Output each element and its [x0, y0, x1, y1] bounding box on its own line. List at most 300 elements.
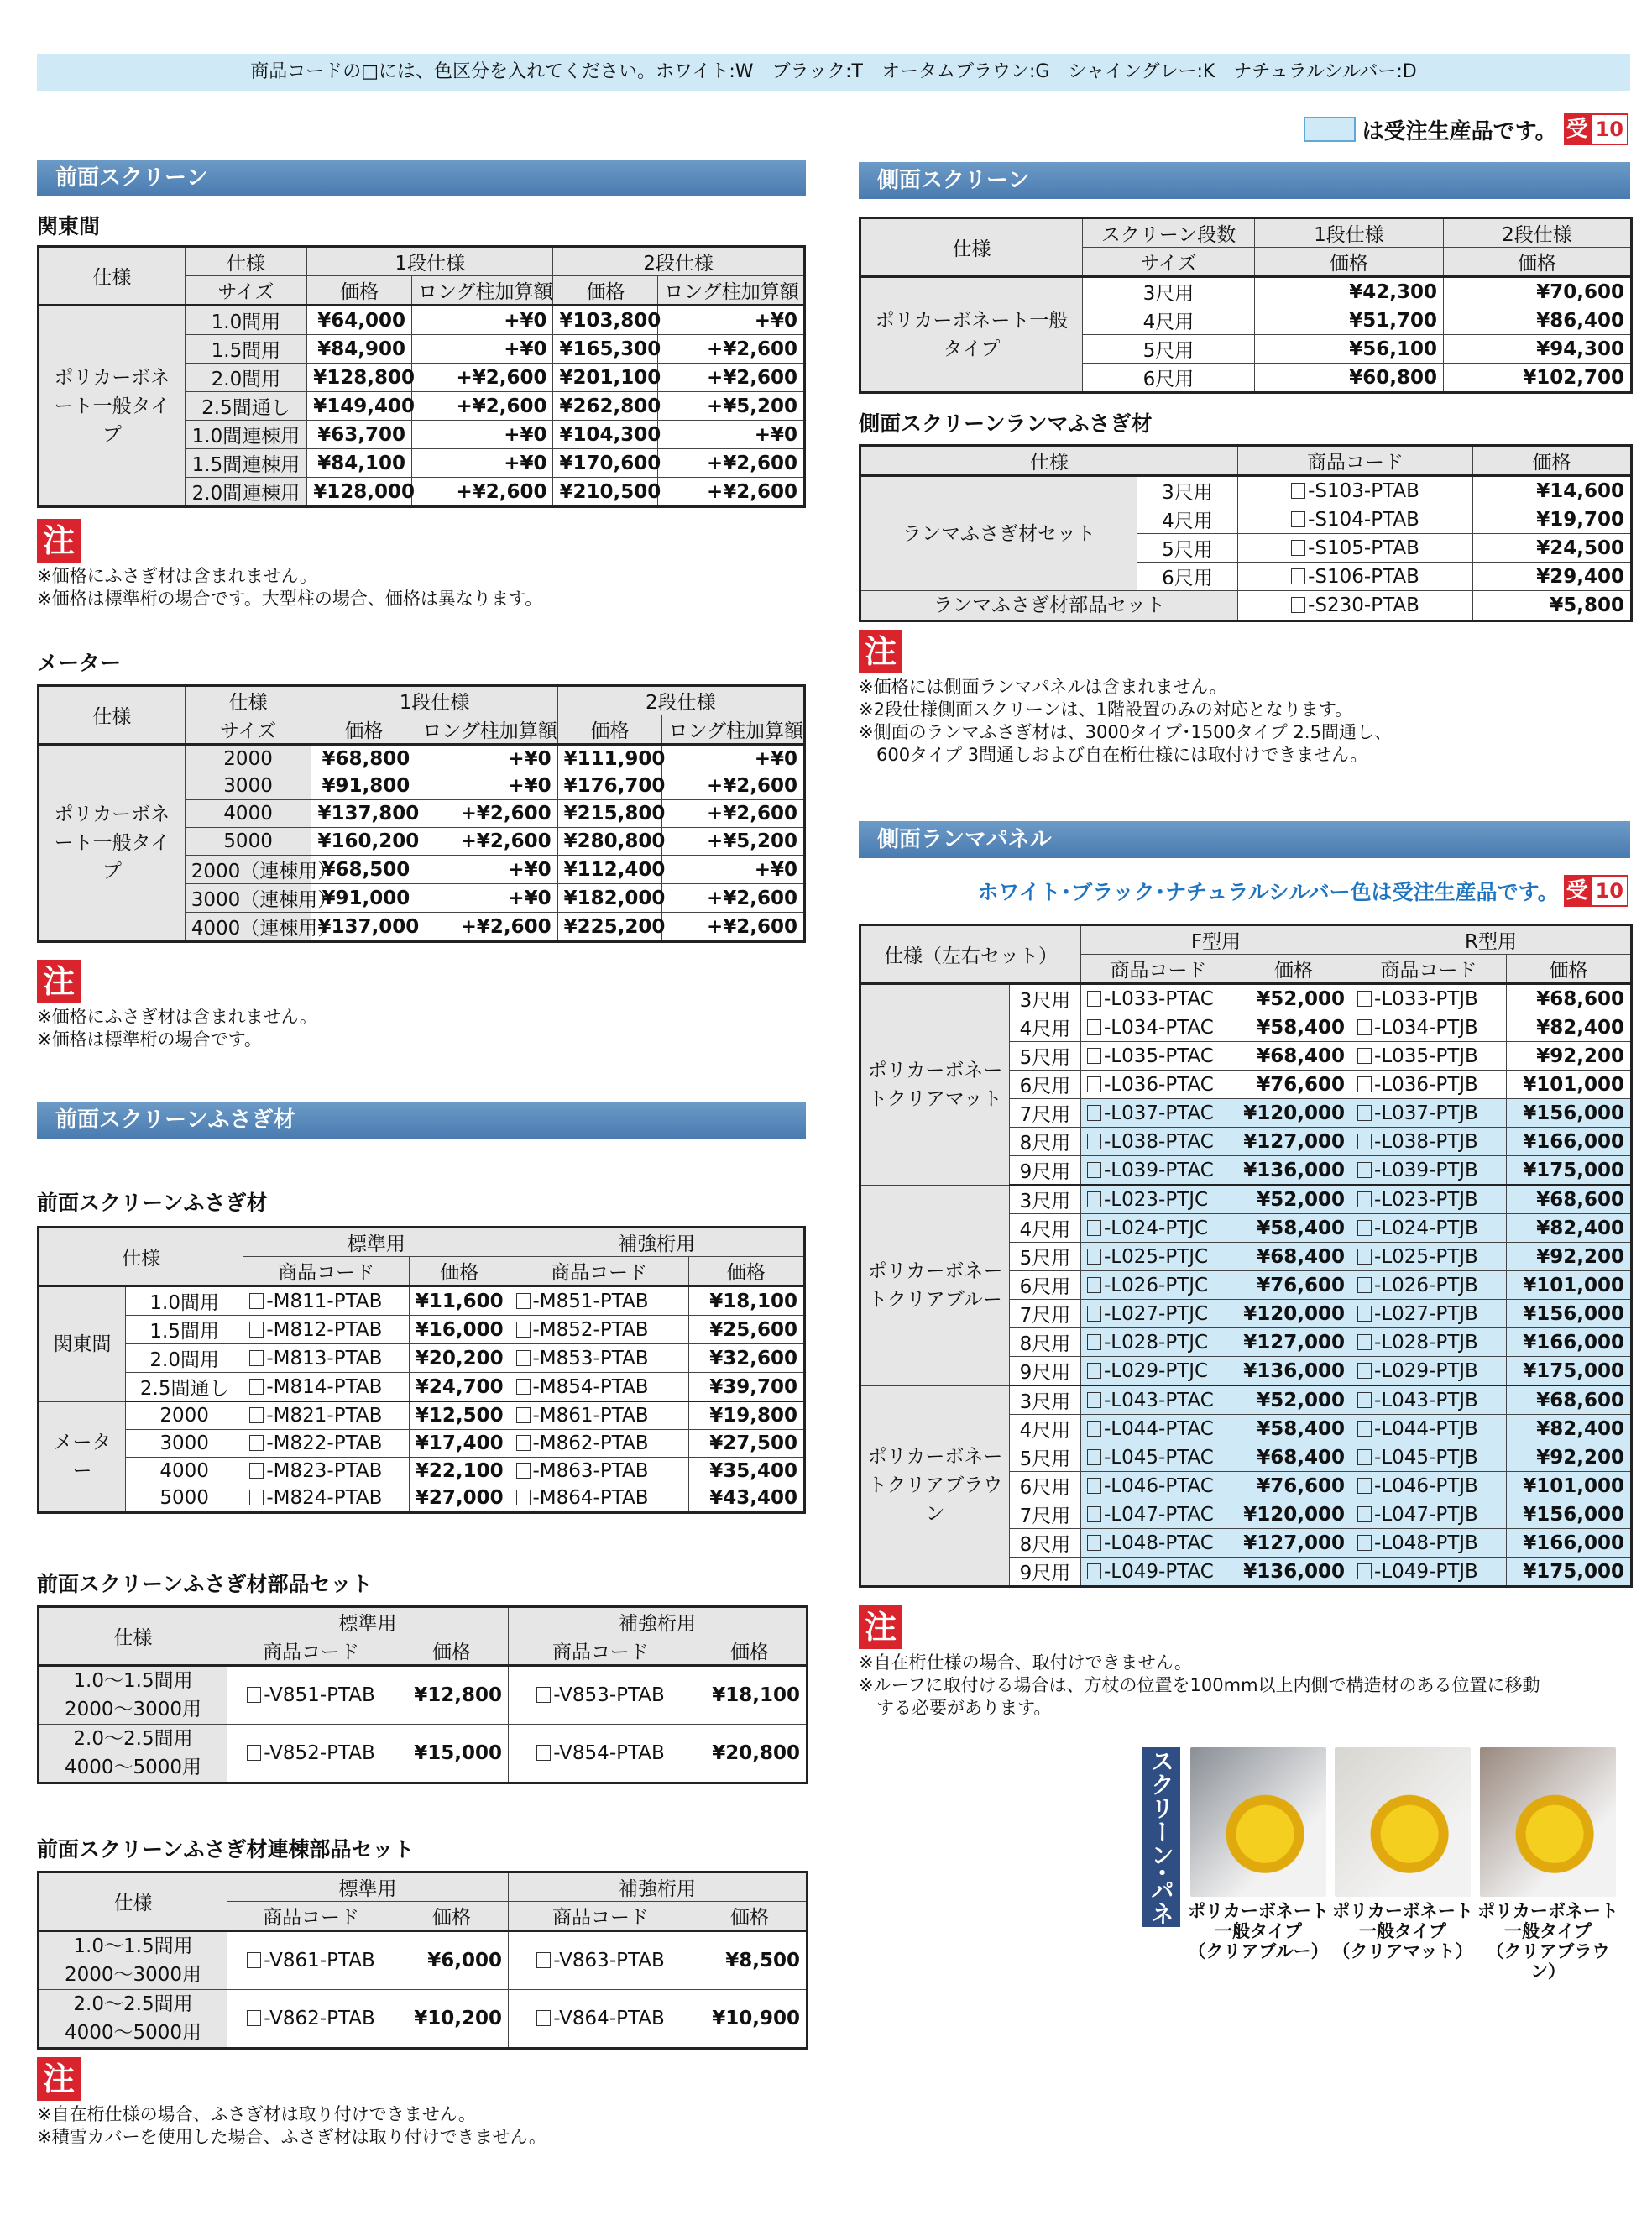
panel-notes: [859, 1652, 1540, 1720]
color-code-box-icon: [516, 1319, 533, 1341]
table-row: [39, 745, 805, 772]
table-cell: 3尺用: [1083, 277, 1255, 306]
table-cell: 価格: [1255, 248, 1444, 277]
order-badge: 受 10: [1564, 875, 1628, 907]
table-cell: ¥20,200: [409, 1344, 510, 1373]
color-code-box-icon: [516, 1405, 533, 1427]
table-cell: 価格: [311, 715, 416, 745]
color-code-box-icon: [1087, 1475, 1104, 1497]
order-legend: [1304, 113, 1628, 146]
table-cell: ¥149,400: [307, 392, 412, 421]
color-code-box-icon: [1087, 1017, 1104, 1039]
table-cell: スクリーン段数: [1083, 218, 1255, 248]
table-cell: 2段仕様: [557, 686, 804, 715]
table-cell: ¥160,200: [311, 828, 416, 856]
color-code-box-icon: [1357, 1160, 1374, 1181]
table-cell: +¥2,600: [658, 449, 805, 478]
table-cell: ¥136,000: [1236, 1558, 1351, 1587]
color-code-box-icon: [1357, 1017, 1374, 1039]
color-code-box-icon: [1291, 594, 1308, 616]
color-code-box-icon: [247, 1684, 264, 1706]
color-code-notice: 商品コードの□には、色区分を入れてください。ホワイト:W ブラック:T オータムブラウン:G シャイングレー:K ナチュラルシルバー:D: [37, 54, 1630, 91]
table-cell: 標準用: [227, 1872, 509, 1902]
table-cell: -L043-PTAC: [1081, 1385, 1236, 1415]
table-cell: 価格: [409, 1257, 510, 1286]
table-cell: -M814-PTAB: [243, 1373, 410, 1402]
fusagi-set-label: 前面スクリーンふさぎ材部品セット: [37, 1572, 373, 1596]
table-cell: 仕様（左右セット）: [860, 925, 1081, 984]
table-cell: -L035-PTAC: [1081, 1042, 1236, 1071]
table-cell: -V853-PTAB: [509, 1666, 693, 1725]
note-mark: 注: [37, 519, 81, 563]
table-cell: 価格: [553, 276, 658, 306]
caption-line: 一般タイプ: [1215, 1921, 1302, 1941]
table-cell: -L024-PTJC: [1081, 1214, 1236, 1243]
table-cell: 3000（連棟用）: [185, 884, 311, 913]
table-cell: 仕様: [39, 247, 186, 306]
table-cell: -L029-PTJB: [1351, 1357, 1507, 1386]
table-cell: 商品コード: [227, 1636, 395, 1666]
caption-line: ポリカーボネート: [1477, 1901, 1618, 1921]
table-cell: 補強桁用: [509, 1607, 808, 1636]
table-cell: +¥0: [416, 884, 557, 913]
table-cell: -M851-PTAB: [510, 1286, 688, 1316]
table-cell: -L039-PTJB: [1351, 1156, 1507, 1186]
panel-group-cell: ポリカーボネートクリアブラウン: [860, 1385, 1010, 1587]
panel-order-text: ホワイト･ブラック･ナチュラルシルバー色は受注生産品です。: [977, 880, 1559, 904]
table-cell: 5尺用: [1010, 1443, 1081, 1472]
table-row: [39, 1316, 805, 1344]
table-cell: 2000（連棟用）: [185, 856, 311, 884]
table-cell: ¥58,400: [1236, 1415, 1351, 1443]
table-cell: ¥68,600: [1507, 1385, 1632, 1415]
table-cell: 仕様: [185, 247, 307, 276]
color-code-box-icon: [1357, 1074, 1374, 1096]
color-code-box-icon: [1087, 1074, 1104, 1096]
table-cell: 9尺用: [1010, 1156, 1081, 1186]
table-cell: -S103-PTAB: [1238, 476, 1473, 505]
table-cell: ¥43,400: [688, 1485, 804, 1512]
table-cell: -L025-PTJB: [1351, 1243, 1507, 1271]
table-cell: -L037-PTAC: [1081, 1099, 1236, 1128]
table-cell: ¥39,700: [688, 1373, 804, 1402]
table-cell: ¥76,600: [1236, 1271, 1351, 1300]
table-cell: 4尺用: [1010, 1214, 1081, 1243]
color-code-box-icon: [536, 2008, 553, 2029]
table-cell: 価格: [395, 1902, 509, 1931]
table-cell: ¥56,100: [1255, 335, 1444, 364]
table-cell: 価格: [307, 276, 412, 306]
spec-line: 1.0～1.5間用: [73, 1670, 193, 1692]
front-meter-table: [37, 684, 806, 943]
table-cell: 8尺用: [1010, 1328, 1081, 1357]
table-cell: 8尺用: [1010, 1529, 1081, 1558]
table-cell: ¥14,600: [1473, 476, 1632, 505]
color-code-box-icon: [249, 1405, 266, 1427]
table-row: [39, 306, 805, 335]
table-cell: ¥68,800: [311, 745, 416, 772]
spec-line: 2.0～2.5間用: [73, 1993, 193, 2015]
table-cell: 2.0間連棟用: [185, 478, 307, 507]
table-cell: 8尺用: [1010, 1128, 1081, 1156]
color-code-box-icon: [1357, 988, 1374, 1010]
caption-line: （クリアブルー）: [1188, 1941, 1329, 1961]
table-cell: 標準用: [227, 1607, 509, 1636]
table-cell: 1.0間連棟用: [185, 421, 307, 449]
table-cell: 商品コード: [227, 1902, 395, 1931]
table-cell: ポリカーボネート一般タイプ: [39, 745, 186, 942]
table-cell: ¥82,400: [1507, 1214, 1632, 1243]
table-cell: ¥52,000: [1236, 1185, 1351, 1214]
table-cell: +¥0: [412, 421, 553, 449]
note-line: ※価格は標準桁の場合です。: [37, 1029, 262, 1050]
table-row: [860, 984, 1632, 1013]
table-cell: 商品コード: [1081, 955, 1236, 984]
front-screen-band: 前面スクリーン: [37, 160, 806, 196]
color-code-box-icon: [1357, 1390, 1374, 1411]
table-cell: ランマふさぎ材セット: [860, 476, 1137, 591]
table-cell: 6尺用: [1137, 563, 1238, 591]
caption-line: 一般タイプ: [1359, 1921, 1446, 1941]
color-code-box-icon: [1087, 1189, 1104, 1211]
table-cell: ¥137,000: [311, 913, 416, 942]
color-code-box-icon: [1087, 1390, 1104, 1411]
table-cell: ¥68,600: [1507, 1185, 1632, 1214]
table-cell: メーター: [39, 1401, 126, 1512]
table-cell: 2.0間用: [185, 364, 307, 392]
table-cell: ¥12,500: [409, 1401, 510, 1429]
table-cell: -L044-PTJB: [1351, 1415, 1507, 1443]
table-cell: 6尺用: [1083, 364, 1255, 393]
table-row: [39, 1931, 808, 1990]
table-cell: 価格: [1444, 248, 1632, 277]
table-cell: -L027-PTJB: [1351, 1300, 1507, 1328]
table-cell: ¥76,600: [1236, 1071, 1351, 1099]
order-swatch: [1304, 117, 1356, 142]
table-cell: +¥2,600: [658, 335, 805, 364]
table-cell: ¥18,100: [693, 1666, 808, 1725]
color-code-box-icon: [1087, 1045, 1104, 1067]
kanto-label: 関東間: [37, 214, 101, 238]
table-cell: -L038-PTJB: [1351, 1128, 1507, 1156]
table-cell: 1段仕様: [311, 686, 557, 715]
table-cell: +¥0: [416, 745, 557, 772]
table-cell: ¥175,000: [1507, 1357, 1632, 1386]
table-cell: ¥170,600: [553, 449, 658, 478]
note-mark: 注: [37, 2057, 81, 2101]
table-cell: ¥120,000: [1236, 1300, 1351, 1328]
table-cell: -M824-PTAB: [243, 1485, 410, 1512]
table-cell: -L036-PTJB: [1351, 1071, 1507, 1099]
color-code-box-icon: [516, 1432, 533, 1454]
table-cell: +¥2,600: [412, 478, 553, 507]
table-cell: 仕様: [39, 1872, 227, 1931]
color-code-box-icon: [249, 1460, 266, 1482]
table-cell: +¥0: [658, 306, 805, 335]
table-cell: ¥76,600: [1236, 1472, 1351, 1500]
table-row: [39, 1607, 808, 1636]
table-cell: ¥92,200: [1507, 1243, 1632, 1271]
color-code-box-icon: [536, 1684, 553, 1706]
table-cell: 補強桁用: [509, 1872, 808, 1902]
table-cell: -L038-PTAC: [1081, 1128, 1236, 1156]
table-cell: ¥104,300: [553, 421, 658, 449]
table-cell: -L047-PTAC: [1081, 1500, 1236, 1529]
table-row: [39, 1373, 805, 1402]
table-cell: 6尺用: [1010, 1271, 1081, 1300]
table-cell: ¥12,800: [395, 1666, 509, 1725]
table-cell: ¥52,000: [1236, 1385, 1351, 1415]
table-row: [39, 1872, 808, 1902]
color-code-box-icon: [1357, 1332, 1374, 1354]
table-cell: -L049-PTAC: [1081, 1558, 1236, 1587]
table-cell: -L046-PTJB: [1351, 1472, 1507, 1500]
table-cell: ¥19,700: [1473, 505, 1632, 534]
table-cell: ¥103,800: [553, 306, 658, 335]
color-code-box-icon: [247, 1950, 264, 1972]
color-code-box-icon: [1357, 1246, 1374, 1268]
table-cell: -L047-PTJB: [1351, 1500, 1507, 1529]
table-cell: 価格: [1507, 955, 1632, 984]
table-cell: -M812-PTAB: [243, 1316, 410, 1344]
table-cell: ¥18,100: [688, 1286, 804, 1316]
table-row: [39, 1401, 805, 1429]
table-cell: F型用: [1081, 925, 1351, 955]
table-cell: 商品コード: [243, 1257, 410, 1286]
note-line: ※積雪カバーを使用した場合、ふさぎ材は取り付けできません。: [37, 2127, 546, 2147]
table-cell: -L036-PTAC: [1081, 1071, 1236, 1099]
table-cell: ¥8,500: [693, 1931, 808, 1990]
table-cell: -M852-PTAB: [510, 1316, 688, 1344]
color-code-box-icon: [1357, 1561, 1374, 1583]
table-cell: 5尺用: [1137, 534, 1238, 563]
table-cell: -L037-PTJB: [1351, 1099, 1507, 1128]
table-cell: ¥92,200: [1507, 1042, 1632, 1071]
color-code-box-icon: [247, 2008, 264, 2029]
note-line: する必要があります。: [859, 1698, 1052, 1718]
spec-line: 2000～3000用: [64, 1699, 202, 1720]
fusagi-table: [37, 1226, 806, 1514]
table-cell: ¥101,000: [1507, 1071, 1632, 1099]
table-cell: 補強桁用: [510, 1228, 805, 1257]
table-cell: -M862-PTAB: [510, 1429, 688, 1457]
table-cell: -M864-PTAB: [510, 1485, 688, 1512]
table-cell: -L043-PTJB: [1351, 1385, 1507, 1415]
table-cell: ¥86,400: [1444, 306, 1632, 335]
table-cell: -M861-PTAB: [510, 1401, 688, 1429]
color-code-box-icon: [516, 1460, 533, 1482]
color-code-box-icon: [1291, 566, 1308, 588]
table-row: [39, 1344, 805, 1373]
note-line: ※価格には側面ランマパネルは含まれません。: [859, 677, 1227, 697]
table-cell: -L034-PTJB: [1351, 1013, 1507, 1042]
table-cell: +¥2,600: [412, 364, 553, 392]
table-cell: ランマふさぎ材部品セット: [860, 591, 1238, 621]
table-cell: ¥64,000: [307, 306, 412, 335]
table-cell: -L026-PTJC: [1081, 1271, 1236, 1300]
order-legend-text: は受注生産品です。: [1362, 118, 1557, 144]
table-cell: ¥215,800: [557, 800, 662, 828]
table-cell: -V864-PTAB: [509, 1990, 693, 2049]
table-cell: ¥84,100: [307, 449, 412, 478]
table-cell: -S230-PTAB: [1238, 591, 1473, 621]
table-cell: 1.5間用: [185, 335, 307, 364]
order-badge: 受 10: [1564, 113, 1628, 145]
table-cell: ¥91,000: [311, 884, 416, 913]
color-code-box-icon: [516, 1376, 533, 1398]
table-cell: +¥2,600: [662, 772, 805, 800]
color-code-box-icon: [249, 1348, 266, 1369]
color-code-box-icon: [1087, 1275, 1104, 1296]
table-cell: ¥136,000: [1236, 1156, 1351, 1186]
table-cell: ¥128,000: [307, 478, 412, 507]
color-code-box-icon: [1087, 1303, 1104, 1325]
table-cell: +¥2,600: [416, 913, 557, 942]
table-cell: +¥0: [412, 335, 553, 364]
table-cell: -V861-PTAB: [227, 1931, 395, 1990]
sample-photo: [1480, 1747, 1616, 1897]
table-cell: -M823-PTAB: [243, 1457, 410, 1485]
table-cell: 2段仕様: [1444, 218, 1632, 248]
table-cell: ¥42,300: [1255, 277, 1444, 306]
table-row: [39, 1990, 808, 2049]
table-cell: ¥20,800: [693, 1725, 808, 1783]
table-cell: 商品コード: [510, 1257, 688, 1286]
table-cell: -M821-PTAB: [243, 1401, 410, 1429]
table-cell: -L048-PTJB: [1351, 1529, 1507, 1558]
table-cell: -S104-PTAB: [1238, 505, 1473, 534]
table-cell: 3尺用: [1137, 476, 1238, 505]
fusagi-renmune-label: 前面スクリーンふさぎ材連棟部品セット: [37, 1837, 415, 1862]
table-cell: ロング柱加算額: [416, 715, 557, 745]
table-cell: ¥19,800: [688, 1401, 804, 1429]
table-cell: -S105-PTAB: [1238, 534, 1473, 563]
table-cell: 5尺用: [1010, 1042, 1081, 1071]
color-code-box-icon: [536, 1950, 553, 1972]
table-row: [860, 1385, 1632, 1415]
table-cell: ¥60,800: [1255, 364, 1444, 393]
table-cell: ¥58,400: [1236, 1214, 1351, 1243]
fusagi-band: 前面スクリーンふさぎ材: [37, 1102, 806, 1139]
table-cell: +¥2,600: [662, 913, 805, 942]
color-code-box-icon: [516, 1487, 533, 1509]
table-cell: サイズ: [1083, 248, 1255, 277]
side-screen-band: 側面スクリーン: [859, 162, 1630, 199]
color-code-box-icon: [1087, 1532, 1104, 1554]
table-cell: 7尺用: [1010, 1300, 1081, 1328]
table-row: [860, 1185, 1632, 1214]
note-line: 600タイプ 3間通しおよび自在桁仕様には取付けできません。: [859, 745, 1368, 765]
color-code-box-icon: [1357, 1303, 1374, 1325]
color-code-box-icon: [1087, 1561, 1104, 1583]
table-cell: ¥262,800: [553, 392, 658, 421]
table-cell: -L049-PTJB: [1351, 1558, 1507, 1587]
table-cell: ¥176,700: [557, 772, 662, 800]
table-cell: ¥280,800: [557, 828, 662, 856]
table-cell: 価格: [688, 1257, 804, 1286]
note-mark: 注: [859, 1605, 902, 1649]
front-kanto-table: [37, 245, 806, 508]
table-cell: 仕様: [39, 1607, 227, 1666]
table-cell: ¥68,400: [1236, 1443, 1351, 1472]
table-cell: ロング柱加算額: [412, 276, 553, 306]
table-row: [39, 1228, 805, 1257]
table-cell: -M853-PTAB: [510, 1344, 688, 1373]
table-cell: -L048-PTAC: [1081, 1529, 1236, 1558]
table-cell: 標準用: [243, 1228, 510, 1257]
table-cell: ¥27,500: [688, 1429, 804, 1457]
table-cell: ¥24,500: [1473, 534, 1632, 563]
spec-line: 4000～5000用: [64, 2022, 202, 2044]
spec-line: 2000～3000用: [64, 1964, 202, 1986]
color-code-box-icon: [1357, 1418, 1374, 1440]
spec-cell: [39, 1990, 227, 2049]
table-cell: ¥112,400: [557, 856, 662, 884]
table-cell: 関東間: [39, 1286, 126, 1402]
table-cell: ¥137,800: [311, 800, 416, 828]
caption-line: ポリカーボネート: [1188, 1901, 1329, 1921]
table-cell: +¥2,600: [658, 364, 805, 392]
side-panel-band: 側面ランマパネル: [859, 821, 1630, 858]
color-code-box-icon: [1357, 1475, 1374, 1497]
table-cell: -L035-PTJB: [1351, 1042, 1507, 1071]
table-cell: ¥68,400: [1236, 1243, 1351, 1271]
table-cell: 4尺用: [1083, 306, 1255, 335]
table-cell: 1.5間連棟用: [185, 449, 307, 478]
table-cell: +¥0: [662, 856, 805, 884]
table-cell: -S106-PTAB: [1238, 563, 1473, 591]
table-cell: 商品コード: [1238, 446, 1473, 476]
table-cell: +¥0: [416, 772, 557, 800]
note-line: ※2段仕様側面スクリーンは、1階設置のみの対応となります。: [859, 699, 1353, 720]
table-cell: ¥175,000: [1507, 1156, 1632, 1186]
table-cell: 4000（連棟用）: [185, 913, 311, 942]
table-cell: ¥6,000: [395, 1931, 509, 1990]
table-row: [39, 247, 805, 276]
color-code-box-icon: [1087, 1332, 1104, 1354]
table-cell: ¥166,000: [1507, 1128, 1632, 1156]
table-cell: 5尺用: [1083, 335, 1255, 364]
table-cell: ¥84,900: [307, 335, 412, 364]
table-cell: 4尺用: [1010, 1415, 1081, 1443]
table-cell: ¥166,000: [1507, 1328, 1632, 1357]
table-row: [860, 277, 1632, 306]
color-code-box-icon: [1357, 1102, 1374, 1124]
table-cell: -M822-PTAB: [243, 1429, 410, 1457]
spec-line: 1.0～1.5間用: [73, 1935, 193, 1957]
color-code-box-icon: [1291, 537, 1308, 559]
color-code-box-icon: [1357, 1189, 1374, 1211]
table-cell: 仕様: [860, 218, 1083, 277]
table-cell: 4000: [125, 1457, 243, 1485]
table-cell: ¥25,600: [688, 1316, 804, 1344]
table-cell: 5000: [185, 828, 311, 856]
sample-caption: [1328, 1901, 1477, 1961]
table-cell: 5尺用: [1010, 1243, 1081, 1271]
table-cell: ¥68,500: [311, 856, 416, 884]
table-cell: 2.0間用: [125, 1344, 243, 1373]
table-cell: -L033-PTJB: [1351, 984, 1507, 1013]
color-code-box-icon: [249, 1376, 266, 1398]
table-cell: 仕様: [39, 686, 186, 745]
table-cell: ポリカーボネート一般タイプ: [860, 277, 1083, 393]
color-code-box-icon: [1087, 1102, 1104, 1124]
spec-cell: [39, 1725, 227, 1783]
table-cell: 商品コード: [509, 1902, 693, 1931]
caption-line: （クリアブラウン）: [1486, 1941, 1610, 1982]
fusagi-label: 前面スクリーンふさぎ材: [37, 1191, 268, 1215]
table-cell: -V852-PTAB: [227, 1725, 395, 1783]
